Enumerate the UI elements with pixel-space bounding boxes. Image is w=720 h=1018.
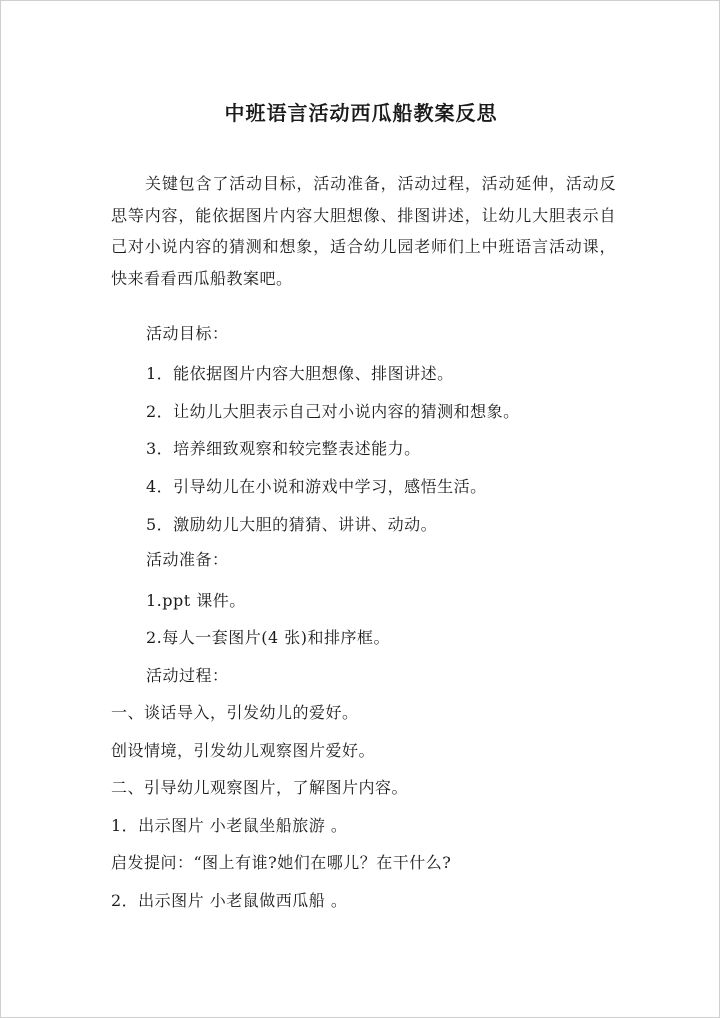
intro-paragraph: 关键包含了活动目标，活动准备，活动过程，活动延伸，活动反思等内容，能依据图片内容大胆想像、排图讲述，让幼儿大胆表示自己对小说内容的猜测和想象，适合幼儿园老师们上中班语言活动课，快来看看西瓜船教案吧。 (111, 174, 616, 288)
paragraph-line: 二、引导幼儿观察图片，了解图片内容。 (111, 778, 409, 797)
list-item: 1.ppt 课件。 (146, 591, 246, 610)
paragraph-line: 创设情境，引发幼儿观察图片爱好。 (111, 741, 376, 760)
page-title: 中班语言活动西瓜船教案反思 (224, 101, 498, 125)
list-item: 2.每人一套图片(4 张)和排序框。 (146, 628, 391, 647)
section-heading-process: 活动过程： (146, 666, 229, 685)
section-heading-objectives: 活动目标： (146, 324, 229, 343)
list-item: 2．出示图片 小老鼠做西瓜船 。 (111, 891, 348, 910)
paragraph-line: 启发提问：“图上有谁?她们在哪儿？在干什么? (111, 853, 452, 872)
section-heading-preparation: 活动准备： (146, 550, 229, 569)
list-item: 3．培养细致观察和较完整表述能力。 (146, 439, 421, 458)
list-item: 4．引导幼儿在小说和游戏中学习，感悟生活。 (146, 477, 487, 496)
list-item: 1．出示图片 小老鼠坐船旅游 。 (111, 816, 348, 835)
list-item: 5．激励幼儿大胆的猜猜、讲讲、动动。 (146, 515, 438, 534)
list-item: 2．让幼儿大胆表示自己对小说内容的猜测和想象。 (146, 402, 520, 421)
list-item: 1．能依据图片内容大胆想像、排图讲述。 (146, 364, 454, 383)
paragraph-line: 一、谈话导入，引发幼儿的爱好。 (111, 703, 359, 722)
